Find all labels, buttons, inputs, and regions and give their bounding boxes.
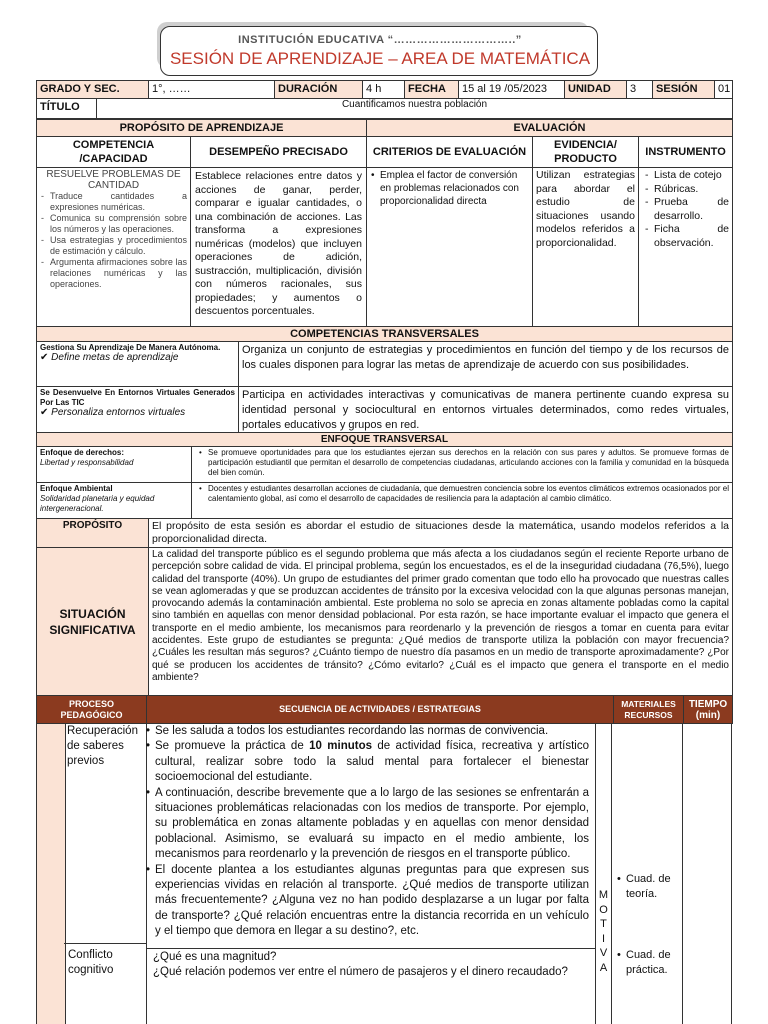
actividad-item: • A continuación, describe brevemente que a lo largo de las sesiones se enfrentarán a situaciones problemáticas relacionadas con los medios de transporte. Por ejemplo, su problemática en zonas altamente pobladas y en aquellas con menor densidad poblacional. Asimismo, se evaluará su impacto en el medio ambiente, los mecanismos para reordenarlo y la prevención de riesgos en el transporte público.	[155, 786, 589, 863]
criterio-cell	[367, 168, 533, 328]
transversal-capacidad: Define metas de aprendizaje	[51, 352, 179, 363]
enfoque-desc-cell	[192, 447, 733, 483]
col-desempeno: DESEMPEÑO PRECISADO	[191, 137, 367, 168]
col-secuencia: SECUENCIA DE ACTIVIDADES / ESTRATEGIAS	[147, 696, 614, 724]
capacidad-item: - Traduce cantidades a expresiones numéricas.	[50, 191, 187, 213]
pregunta-item: ¿Qué relación podemos ver entre el número de pasajeros y el dinero recaudado?	[153, 966, 568, 979]
sesion-value: 01	[715, 81, 733, 99]
secuencia-header-table	[36, 695, 733, 724]
proposito-text: El propósito de esta sesión es abordar el estudio de situaciones desde la matemática, usando modelos referidos a la proporcionalidad directa.	[149, 519, 733, 548]
titulo-table	[36, 98, 733, 119]
sesion-label: SESIÓN	[653, 81, 715, 99]
motiva-column: M O T I V A	[596, 724, 612, 1024]
instrumento-item: - Prueba de desarrollo.	[654, 196, 729, 223]
enfoque-title: Enfoque Ambiental	[40, 484, 113, 493]
instrumento-item: - Ficha de observación.	[654, 223, 729, 250]
situacion-text: La calidad del transporte público es el segundo problema que más afecta a los ciudadanos según el reciente Reporte urbano de percepción sobre calidad de vida. El principal problema, según los encuestados, es el de la inseguridad ciudadana (76,5%), luego calidad del transporte (40%). Un grupo de estudiantes del primer grado comentan que todo ello ha provocado que nuestras calles se vean aglomeradas y que se produzcan accidentes de tránsito por la excesiva velocidad con la que algunas personas manejan, provocando además la contaminación ambiental. Este problema no solo se aprecia en zonas altamente pobladas como la capital sino también en aquellas con menor densidad poblacional. Por esta razón, se hace importante evaluar el impacto que genera el transporte en el medio ambiente, los mecanismos para reordenarlo y la prevención de riesgos a tomar en cuenta para evitar accidentes. Este grupo de estudiantes se pregunta: ¿Qué medios de transporte utiliza la población con mayor frecuencia? ¿Cuáles les resultan más seguros? ¿Cuánto tiempo de nuestro día pasamos en un medio de transporte aproximadamente? ¿Por qué se producen los accidentes de tránsito? ¿Cómo evitarlo? ¿Cuál es el impacto que genera el transporte en el medio ambiente?	[149, 548, 733, 696]
enfoque-table	[36, 432, 733, 519]
capacidad-item: - Comunica su comprensión sobre los números y las operaciones.	[50, 213, 187, 235]
evidencia-cell: Utilizan estrategias para abordar el estudio de situaciones usando modelos referidos a proporcionalidad.	[533, 168, 639, 328]
fecha-value: 15 al 19 /05/2023	[459, 81, 565, 99]
capacidad-item: - Argumenta afirmaciones sobre las relaciones numéricas y las operaciones.	[50, 257, 187, 290]
enfoque-header: ENFOQUE TRANSVERSAL	[37, 433, 733, 447]
col-competencia: COMPETENCIA /CAPACIDAD	[37, 137, 191, 168]
col-materiales: MATERIALES RECURSOS	[614, 696, 684, 724]
desempeno-cell: Establece relaciones entre datos y acciones de ganar, perder, comparar e igualar cantidades, o una combinación de acciones. Las transforma a expresiones numéricas (modelos) que incluyen operaciones de adición, sustracción, multiplicación, división con números racionales, sus propiedades; y aumentos o descuentos porcentuales.	[191, 168, 367, 328]
enfoque-title: Enfoque de derechos:	[40, 448, 125, 457]
info-table	[36, 80, 733, 99]
col-evidencia: EVIDENCIA/ PRODUCTO	[533, 137, 639, 168]
pregunta-item: ¿Qué es una magnitud?	[153, 951, 277, 963]
fecha-label: FECHA	[405, 81, 459, 99]
purpose-table	[36, 119, 733, 328]
proposito-header: PROPÓSITO DE APRENDIZAJE	[37, 120, 367, 137]
actividad-item: • El docente plantea a los estudiantes algunas preguntas para que expresen sus experiencias vividas en relación al transporte. ¿Qué medios de transporte utilizan más frecuentemente? ¿Alguna vez no han podido desplazarse a un lugar por falta de transporte? ¿Qué relación encuentras entre la distancia recorrida en un vehículo y el tiempo que demora en llegar a su destino?, etc.	[155, 863, 589, 940]
transversal-competencia	[37, 387, 239, 435]
grado-value: 1°, ……	[149, 81, 275, 99]
col-tiempo: TIEMPO (min)	[684, 696, 733, 724]
transversal-title: Se Desenvuelve En Entornos Virtuales Generados Por Las TIC	[40, 388, 235, 407]
actividades-conflicto	[147, 948, 596, 1024]
grado-label: GRADO Y SEC.	[37, 81, 149, 99]
instrumento-item: - Rúbricas.	[654, 183, 729, 197]
transversal-desc: Organiza un conjunto de estrategias y procedimientos en función del tiempo y de los recursos de los cuales disponen para lograr las metas de aprendizaje de acuerdo con sus posibilidades.	[239, 342, 733, 387]
unidad-label: UNIDAD	[565, 81, 627, 99]
transversal-title: Gestiona Su Aprendizaje De Manera Autónoma.	[40, 343, 221, 352]
actividad-item: • Se promueve la práctica de 10 minutos de actividad física, recreativa y artístico cultural, realizar sobre todo la salud mental para fortalecer el bienestar socioemocional del estudiante.	[155, 739, 589, 785]
actividades-recuperacion	[147, 724, 596, 948]
material-item: • Cuad. de teoría.	[616, 872, 684, 902]
instrumento-cell	[639, 168, 733, 328]
enfoque-desc: • Se promueve oportunidades para que los estudiantes ejerzan sus derechos en la relación con sus pares y adultos. Se promueve formas de participación estudiantil que permitan el desarrollo de competencias ciudadanas, articulando acciones con la familia y comunidad en la búsqueda del bien común.	[208, 448, 729, 478]
enfoque-label	[37, 447, 192, 483]
competencia-cell	[37, 168, 191, 328]
enfoque-subtitle: Solidaridad planetaria y equidad intergeneracional.	[40, 494, 155, 513]
check-icon: ✔	[40, 352, 49, 363]
proposito-table	[36, 518, 733, 696]
enfoque-desc-cell	[192, 483, 733, 519]
proceso-recuperacion: Recuperación de saberes previos	[64, 724, 147, 944]
capacidades-list	[40, 191, 187, 290]
col-criterios: CRITERIOS DE EVALUACIÓN	[367, 137, 533, 168]
competencia-title: RESUELVE PROBLEMAS DE CANTIDAD	[46, 169, 181, 191]
criterio-item: • Emplea el factor de conversión en problemas relacionados con proporcionalidad directa	[380, 169, 529, 208]
proceso-sidebar	[36, 724, 66, 1024]
titulo-value: Cuantificamos nuestra población	[97, 99, 733, 119]
enfoque-subtitle: Libertad y responsabilidad	[40, 458, 134, 467]
duracion-label: DURACIÓN	[275, 81, 363, 99]
transversal-desc: Participa en actividades interactivas y comunicativas de manera pertinente cuando expresa su identidad personal y sociocultural en entornos virtuales determinados, como redes virtuales, portales educativos y grupos en red.	[239, 387, 733, 435]
tiempo-column	[683, 724, 732, 1024]
actividad-item: • Se les saluda a todos los estudiantes recordando las normas de convivencia.	[155, 724, 589, 739]
col-instrumento: INSTRUMENTO	[639, 137, 733, 168]
check-icon: ✔	[40, 407, 49, 418]
transversales-header: COMPETENCIAS TRANSVERSALES	[37, 327, 733, 342]
proceso-conflicto: Conflicto cognitivo	[64, 944, 147, 1024]
transversales-table	[36, 326, 733, 435]
materiales-column	[612, 724, 683, 1024]
proposito-label: PROPÓSITO	[37, 519, 149, 548]
col-proceso: PROCESO PEDAGÓGICO	[37, 696, 147, 724]
material-item: • Cuad. de práctica.	[616, 948, 684, 978]
institution-name: INSTITUCIÓN EDUCATIVA “…………………………..”	[238, 34, 522, 46]
unidad-value: 3	[627, 81, 653, 99]
instrumento-item: - Lista de cotejo	[654, 169, 729, 183]
enfoque-label	[37, 483, 192, 519]
transversal-capacidad: Personaliza entornos virtuales	[51, 407, 186, 418]
page-title: SESIÓN DE APRENDIZAJE – AREA DE MATEMÁTICA	[169, 49, 591, 68]
titulo-label: TÍTULO	[37, 99, 97, 119]
duracion-value: 4 h	[363, 81, 405, 99]
situacion-label: SITUACIÓN SIGNIFICATIVA	[37, 548, 149, 696]
capacidad-item: - Usa estrategias y procedimientos de estimación y cálculo.	[50, 235, 187, 257]
transversal-competencia	[37, 342, 239, 387]
evaluacion-header: EVALUACIÓN	[367, 120, 733, 137]
enfoque-desc: • Docentes y estudiantes desarrollan acciones de ciudadanía, que demuestren conciencia sobre los eventos climáticos extremos ocasionados por el calentamiento global, así como el desarrollo de capacidades de resiliencia para la adaptación al cambio climático.	[208, 484, 729, 504]
